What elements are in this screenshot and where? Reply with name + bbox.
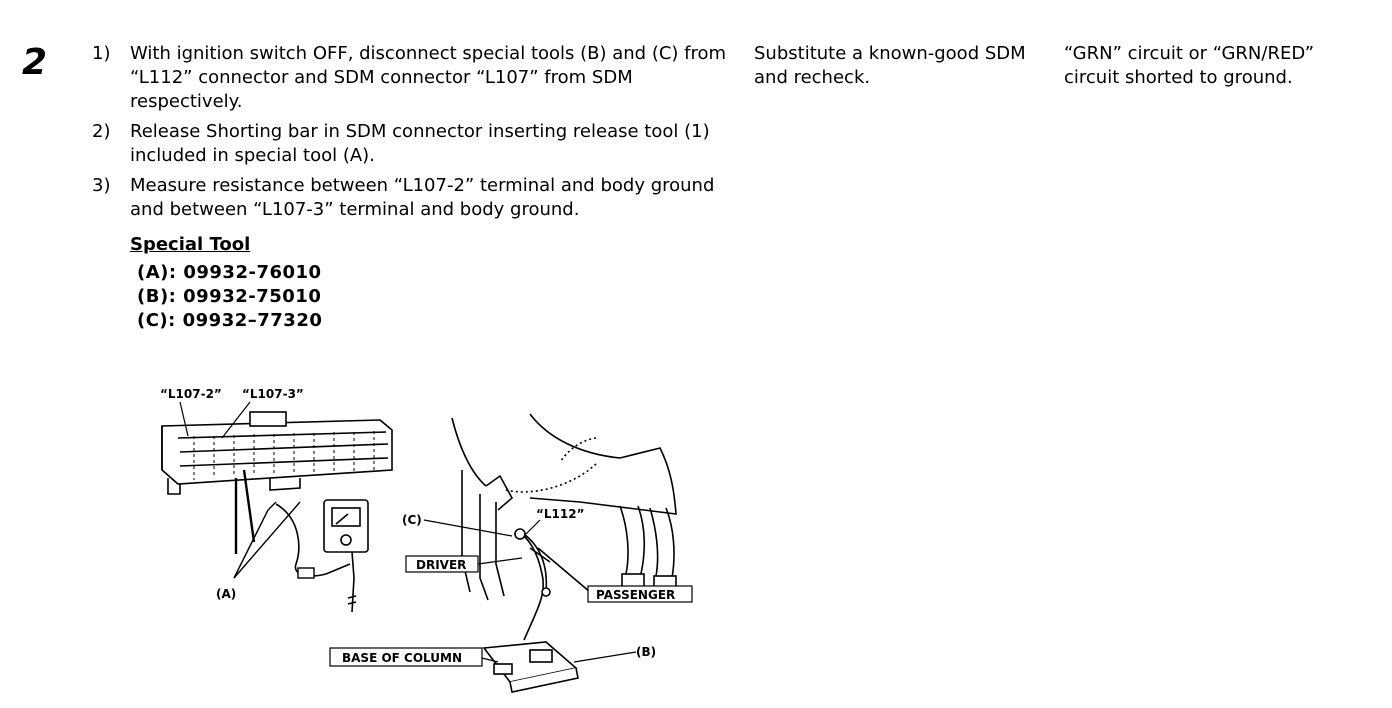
- step-text: Measure resistance between “L107-2” terminal and body ground and between “L107-3” terminal and body ground.: [130, 175, 715, 220]
- special-tool-item: (B): 09932-75010: [137, 286, 322, 307]
- step-number: 2: [22, 42, 48, 83]
- label-base-of-column: BASE OF COLUMN: [342, 651, 462, 665]
- special-tool-block: [130, 233, 322, 333]
- step-index: 1): [92, 43, 111, 64]
- ohmmeter-drawing: [324, 500, 368, 612]
- leader-line: [574, 652, 636, 662]
- procedure-step: [92, 42, 742, 114]
- step-index: 2): [92, 121, 111, 142]
- procedure-step: [92, 120, 742, 168]
- wiring-illustration: [150, 378, 710, 698]
- label-a: (A): [216, 587, 237, 601]
- label-b: (B): [636, 645, 657, 659]
- leader-line: [424, 520, 512, 536]
- leader-line: [478, 558, 522, 564]
- probe-tool-drawing: [236, 470, 254, 554]
- label-passenger: PASSENGER: [596, 588, 676, 602]
- step-index: 3): [92, 175, 111, 196]
- special-tool-heading: Special Tool: [130, 234, 251, 255]
- special-tool-item: (A): 09932-76010: [137, 262, 322, 283]
- label-l107-3: “L107-3”: [242, 387, 304, 401]
- step-text: Release Shorting bar in SDM connector inserting release tool (1) included in special tool (A).: [130, 121, 710, 166]
- special-tool-item: (C): 09932–77320: [137, 310, 323, 331]
- label-l107-2: “L107-2”: [160, 387, 222, 401]
- illustration-svg: [150, 378, 710, 698]
- procedure-steps: [92, 42, 742, 228]
- sdm-connector-drawing: [162, 412, 392, 494]
- harness-drawing: [515, 529, 590, 640]
- no-action-text: “GRN” circuit or “GRN/RED” circuit shorted to ground.: [1064, 43, 1315, 88]
- label-c: (C): [402, 513, 422, 527]
- leader-line: [526, 520, 540, 534]
- tool-b-drawing: [484, 642, 578, 692]
- step-text: With ignition switch OFF, disconnect special tools (B) and (C) from “L112” connector and SDM connector “L107” from SDM respectively.: [130, 43, 727, 112]
- probe-plug: [298, 568, 314, 578]
- label-l112: “L112”: [536, 507, 585, 521]
- procedure-step: [92, 174, 742, 222]
- label-driver: DRIVER: [416, 558, 467, 572]
- leader-line: [234, 502, 276, 578]
- yes-action-text: Substitute a known-good SDM and recheck.: [754, 43, 1026, 88]
